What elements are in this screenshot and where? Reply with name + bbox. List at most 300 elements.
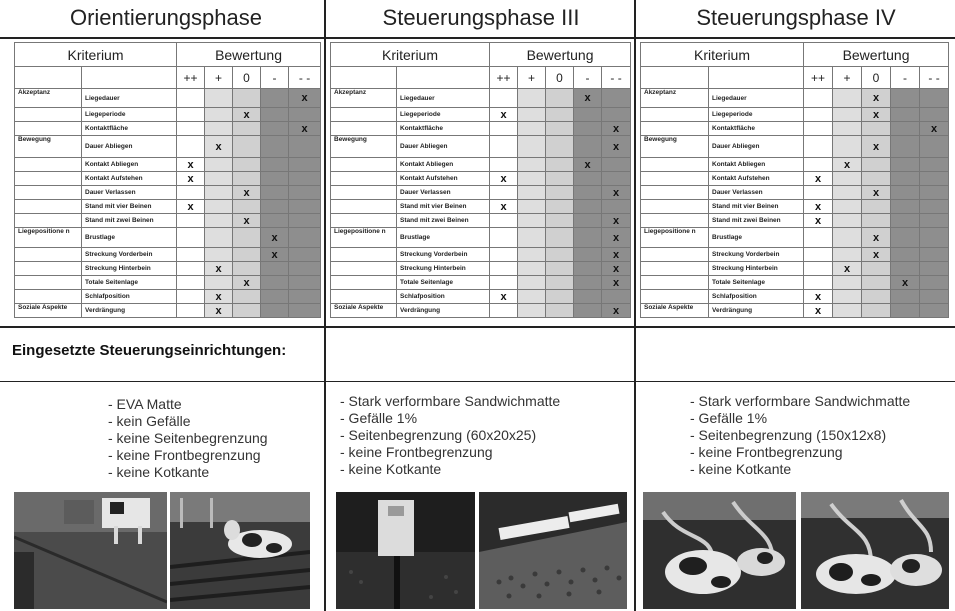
criterion-group: Soziale Aspekte	[641, 304, 709, 318]
rating-cell	[261, 200, 289, 214]
rating-cell	[574, 276, 602, 290]
rating-mark: x	[602, 214, 631, 228]
rating-mark: x	[602, 276, 631, 290]
rating-cell	[518, 262, 546, 276]
rating-cell	[518, 276, 546, 290]
criterion-group: Liegepositione n	[331, 228, 397, 248]
table-row	[331, 248, 631, 262]
rating-cell	[233, 172, 261, 186]
rating-cell	[289, 248, 321, 262]
equipment-item: - keine Kotkante	[690, 461, 792, 477]
rating-cell	[289, 276, 321, 290]
rating-cell	[891, 214, 920, 228]
rating-cell	[289, 108, 321, 122]
rating-cell	[518, 304, 546, 318]
rating-cell	[920, 248, 949, 262]
criterion-item: Verdrängung	[82, 304, 177, 318]
criterion-item: Totale Seitenlage	[397, 276, 490, 290]
rating-cell	[862, 122, 891, 136]
criterion-group	[15, 158, 82, 172]
rating-mark: x	[862, 186, 891, 200]
rating-cell	[891, 262, 920, 276]
rating-cell	[205, 172, 233, 186]
criterion-item: Stand mit zwei Beinen	[709, 214, 804, 228]
rating-cell	[518, 122, 546, 136]
rating-cell	[289, 262, 321, 276]
rating-cell	[177, 262, 205, 276]
rating-cell	[574, 200, 602, 214]
panel-divider	[324, 0, 326, 611]
rating-cell	[518, 158, 546, 172]
rating-cell	[546, 214, 574, 228]
rating-mark: x	[602, 304, 631, 318]
rating-cell	[289, 158, 321, 172]
criterion-item: Streckung Hinterbein	[397, 262, 490, 276]
rating-cell	[602, 89, 631, 108]
criterion-group: Akzeptanz	[641, 89, 709, 108]
rating-cell	[891, 228, 920, 248]
rating-cell	[177, 108, 205, 122]
photo-sandwich-mat-closeup	[336, 492, 475, 609]
rating-cell	[233, 248, 261, 262]
rating-cell	[518, 214, 546, 228]
criterion-item: Streckung Vorderbein	[397, 248, 490, 262]
scale-label: 0	[233, 67, 261, 89]
rating-mark: x	[205, 304, 233, 318]
header-bewertung: Bewertung	[177, 43, 321, 67]
rating-cell	[574, 248, 602, 262]
rating-cell	[205, 248, 233, 262]
rating-cell	[574, 108, 602, 122]
rating-mark: x	[177, 200, 205, 214]
table-row	[641, 200, 949, 214]
rating-cell	[891, 89, 920, 108]
criterion-item: Liegedauer	[397, 89, 490, 108]
rating-cell	[833, 304, 862, 318]
criterion-item: Brustlage	[709, 228, 804, 248]
panel-title-2: Steuerungsphase III	[382, 5, 580, 30]
rating-cell	[833, 122, 862, 136]
table-bottom-line	[0, 326, 955, 328]
rating-cell	[574, 304, 602, 318]
table-row	[15, 122, 321, 136]
rating-cell	[233, 158, 261, 172]
rating-cell	[490, 158, 518, 172]
rating-cell	[289, 214, 321, 228]
rating-cell	[602, 172, 631, 186]
rating-cell	[289, 304, 321, 318]
equipment-item: - keine Seitenbegrenzung	[108, 430, 268, 446]
rating-cell	[177, 228, 205, 248]
scale-label: ++	[490, 67, 518, 89]
criterion-item: Dauer Abliegen	[397, 136, 490, 158]
rating-mark: x	[602, 262, 631, 276]
table-row	[15, 158, 321, 172]
empty-cell	[641, 67, 709, 89]
table-row	[331, 276, 631, 290]
rating-cell	[205, 186, 233, 200]
criterion-group	[641, 172, 709, 186]
criterion-group: Bewegung	[15, 136, 82, 158]
rating-cell	[891, 136, 920, 158]
table-row	[641, 122, 949, 136]
criterion-item: Schlafposition	[397, 290, 490, 304]
rating-cell	[862, 200, 891, 214]
empty-cell	[709, 67, 804, 89]
rating-cell	[490, 186, 518, 200]
criterion-item: Brustlage	[82, 228, 177, 248]
rating-mark: x	[574, 158, 602, 172]
rating-cell	[833, 108, 862, 122]
table-row	[641, 214, 949, 228]
rating-mark: x	[833, 158, 862, 172]
criterion-item: Kontakt Aufstehen	[82, 172, 177, 186]
rating-cell	[920, 290, 949, 304]
table-row	[331, 228, 631, 248]
rating-cell	[804, 122, 833, 136]
rating-cell	[833, 89, 862, 108]
criterion-group	[331, 276, 397, 290]
empty-cell	[397, 67, 490, 89]
criterion-item: Schlafposition	[709, 290, 804, 304]
criterion-item: Totale Seitenlage	[709, 276, 804, 290]
rating-mark: x	[804, 290, 833, 304]
rating-mark: x	[804, 214, 833, 228]
criterion-group	[331, 200, 397, 214]
criterion-group: Akzeptanz	[15, 89, 82, 108]
equipment-item: - Gefälle 1%	[690, 410, 768, 426]
criterion-item: Kontakt Abliegen	[397, 158, 490, 172]
criterion-group	[15, 290, 82, 304]
criterion-item: Stand mit vier Beinen	[709, 200, 804, 214]
rating-cell	[177, 248, 205, 262]
equipment-item: - keine Frontbegrenzung	[690, 444, 843, 460]
equipment-item: - Seitenbegrenzung (150x12x8)	[690, 427, 887, 443]
rating-cell	[833, 172, 862, 186]
criterion-group	[331, 214, 397, 228]
criterion-group: Akzeptanz	[331, 89, 397, 108]
table-row	[641, 304, 949, 318]
rating-cell	[574, 172, 602, 186]
rating-mark: x	[804, 304, 833, 318]
rating-cell	[920, 276, 949, 290]
rating-cell	[261, 89, 289, 108]
rating-mark: x	[862, 248, 891, 262]
equipment-item: - keine Frontbegrenzung	[108, 447, 261, 463]
rating-mark: x	[261, 228, 289, 248]
rating-cell	[804, 136, 833, 158]
panel-title-1: Orientierungsphase	[69, 5, 262, 30]
rating-cell	[490, 304, 518, 318]
rating-cell	[546, 108, 574, 122]
rating-mark: x	[233, 186, 261, 200]
rating-cell	[490, 276, 518, 290]
rating-cell	[920, 200, 949, 214]
rating-cell	[233, 304, 261, 318]
table-row	[331, 108, 631, 122]
rating-cell	[833, 248, 862, 262]
scale-label: - -	[289, 67, 321, 89]
rating-mark: x	[205, 136, 233, 158]
rating-cell	[518, 200, 546, 214]
table-row	[15, 108, 321, 122]
rating-cell	[518, 108, 546, 122]
criterion-item: Verdrängung	[397, 304, 490, 318]
rating-cell	[804, 276, 833, 290]
table-row	[331, 136, 631, 158]
rating-cell	[891, 122, 920, 136]
section-heading: Eingesetzte Steuerungseinrichtungen:	[12, 342, 287, 359]
rating-cell	[862, 276, 891, 290]
criterion-item: Kontaktfläche	[397, 122, 490, 136]
rating-cell	[891, 304, 920, 318]
rating-cell	[261, 136, 289, 158]
table-row	[331, 262, 631, 276]
criterion-item: Stand mit zwei Beinen	[82, 214, 177, 228]
rating-cell	[920, 228, 949, 248]
rating-cell	[177, 89, 205, 108]
scale-label: -	[574, 67, 602, 89]
rating-cell	[177, 122, 205, 136]
rating-cell	[833, 200, 862, 214]
criteria-table-1	[14, 42, 321, 318]
table-row	[331, 304, 631, 318]
criterion-item: Streckung Hinterbein	[82, 262, 177, 276]
rating-mark: x	[233, 214, 261, 228]
table-row	[15, 248, 321, 262]
criterion-group	[15, 108, 82, 122]
table-row	[641, 228, 949, 248]
rating-cell	[546, 136, 574, 158]
rating-mark: x	[205, 262, 233, 276]
rating-cell	[546, 122, 574, 136]
rating-cell	[862, 158, 891, 172]
scale-label: -	[261, 67, 289, 89]
rating-cell	[518, 290, 546, 304]
rating-cell	[546, 228, 574, 248]
table-row	[641, 186, 949, 200]
table-row	[331, 172, 631, 186]
criterion-item: Dauer Verlassen	[709, 186, 804, 200]
rating-cell	[205, 108, 233, 122]
criteria-table-3	[640, 42, 949, 318]
rating-cell	[920, 136, 949, 158]
rating-cell	[574, 290, 602, 304]
rating-cell	[833, 228, 862, 248]
rating-cell	[891, 200, 920, 214]
rating-cell	[490, 122, 518, 136]
rating-cell	[177, 290, 205, 304]
criterion-group	[641, 122, 709, 136]
rating-cell	[546, 172, 574, 186]
criterion-group	[15, 200, 82, 214]
rating-mark: x	[233, 276, 261, 290]
rating-cell	[261, 304, 289, 318]
criterion-group	[331, 290, 397, 304]
rating-cell	[205, 158, 233, 172]
rating-cell	[261, 262, 289, 276]
criterion-group	[331, 172, 397, 186]
table-row	[15, 186, 321, 200]
criterion-group	[641, 108, 709, 122]
rating-cell	[574, 262, 602, 276]
rating-cell	[546, 158, 574, 172]
photo-mat-with-blocks	[479, 492, 627, 609]
empty-cell	[82, 67, 177, 89]
rating-mark: x	[862, 136, 891, 158]
criterion-item: Stand mit zwei Beinen	[397, 214, 490, 228]
criterion-group	[15, 186, 82, 200]
criterion-item: Dauer Abliegen	[82, 136, 177, 158]
criterion-group	[331, 122, 397, 136]
equipment-item: - keine Kotkante	[340, 461, 442, 477]
rating-cell	[546, 276, 574, 290]
criterion-group: Soziale Aspekte	[331, 304, 397, 318]
rating-cell	[804, 158, 833, 172]
criterion-item: Schlafposition	[82, 290, 177, 304]
rating-cell	[289, 290, 321, 304]
criterion-group	[641, 276, 709, 290]
rating-cell	[233, 228, 261, 248]
rating-mark: x	[574, 89, 602, 108]
rating-cell	[289, 186, 321, 200]
table-row	[331, 290, 631, 304]
equipment-item: - EVA Matte	[108, 396, 182, 412]
rating-cell	[804, 89, 833, 108]
criterion-group	[641, 186, 709, 200]
criterion-group	[641, 248, 709, 262]
criterion-group	[331, 248, 397, 262]
rating-cell	[177, 186, 205, 200]
rating-mark: x	[261, 248, 289, 262]
table-row	[15, 262, 321, 276]
rating-cell	[177, 214, 205, 228]
rating-cell	[804, 108, 833, 122]
rating-cell	[546, 89, 574, 108]
table-row	[641, 136, 949, 158]
table-row	[641, 89, 949, 108]
header-bewertung: Bewertung	[490, 43, 631, 67]
rating-cell	[833, 186, 862, 200]
rating-cell	[920, 172, 949, 186]
criterion-group	[641, 200, 709, 214]
table-row	[641, 290, 949, 304]
rating-cell	[862, 290, 891, 304]
rating-cell	[862, 304, 891, 318]
criterion-group	[331, 158, 397, 172]
criterion-item: Dauer Verlassen	[82, 186, 177, 200]
rating-mark: x	[862, 228, 891, 248]
rating-cell	[833, 136, 862, 158]
table-row	[15, 89, 321, 108]
rating-cell	[490, 248, 518, 262]
criterion-item: Stand mit vier Beinen	[397, 200, 490, 214]
rating-cell	[546, 304, 574, 318]
criterion-item: Totale Seitenlage	[82, 276, 177, 290]
rating-cell	[205, 200, 233, 214]
rating-cell	[891, 158, 920, 172]
rating-cell	[490, 262, 518, 276]
rating-cell	[891, 172, 920, 186]
rating-cell	[862, 214, 891, 228]
rating-cell	[920, 262, 949, 276]
table-row	[15, 214, 321, 228]
rating-mark: x	[920, 122, 949, 136]
table-row	[641, 172, 949, 186]
rating-cell	[261, 186, 289, 200]
criterion-group	[15, 214, 82, 228]
rating-cell	[233, 89, 261, 108]
rating-cell	[920, 186, 949, 200]
equipment-item: - Gefälle 1%	[340, 410, 418, 426]
scale-label: - -	[602, 67, 631, 89]
rating-cell	[891, 186, 920, 200]
table-row	[331, 89, 631, 108]
rating-mark: x	[862, 89, 891, 108]
table-row	[331, 186, 631, 200]
criterion-group	[15, 172, 82, 186]
criterion-item: Streckung Vorderbein	[82, 248, 177, 262]
table-row	[331, 200, 631, 214]
criterion-item: Kontaktfläche	[82, 122, 177, 136]
rating-cell	[862, 262, 891, 276]
criterion-group	[15, 248, 82, 262]
rating-cell	[833, 290, 862, 304]
heading-bottom-line	[0, 381, 955, 382]
rating-cell	[233, 136, 261, 158]
rating-cell	[289, 172, 321, 186]
rating-mark: x	[862, 108, 891, 122]
photo-cows-in-pen	[14, 492, 167, 609]
table-row	[641, 108, 949, 122]
table-row	[641, 248, 949, 262]
scale-label: ++	[177, 67, 205, 89]
rating-cell	[490, 214, 518, 228]
scale-label: +	[205, 67, 233, 89]
rating-cell	[546, 200, 574, 214]
photo-cows-lying-stalls-1	[643, 492, 796, 609]
scale-label: +	[833, 67, 862, 89]
rating-cell	[177, 304, 205, 318]
rating-mark: x	[177, 158, 205, 172]
rating-cell	[574, 228, 602, 248]
rating-cell	[177, 276, 205, 290]
rating-cell	[261, 158, 289, 172]
rating-cell	[920, 214, 949, 228]
criterion-group	[15, 122, 82, 136]
rating-cell	[574, 214, 602, 228]
rating-mark: x	[233, 108, 261, 122]
criterion-group	[331, 262, 397, 276]
rating-cell	[261, 290, 289, 304]
rating-cell	[804, 248, 833, 262]
criterion-item: Streckung Vorderbein	[709, 248, 804, 262]
rating-cell	[574, 122, 602, 136]
criterion-item: Dauer Verlassen	[397, 186, 490, 200]
rating-cell	[289, 228, 321, 248]
criterion-item: Liegeperiode	[82, 108, 177, 122]
criterion-group: Bewegung	[331, 136, 397, 158]
rating-cell	[261, 172, 289, 186]
rating-cell	[261, 122, 289, 136]
rating-cell	[261, 276, 289, 290]
rating-cell	[920, 89, 949, 108]
equipment-list-2	[340, 393, 630, 478]
rating-cell	[518, 172, 546, 186]
criterion-group	[641, 214, 709, 228]
rating-cell	[920, 304, 949, 318]
scale-label: +	[518, 67, 546, 89]
